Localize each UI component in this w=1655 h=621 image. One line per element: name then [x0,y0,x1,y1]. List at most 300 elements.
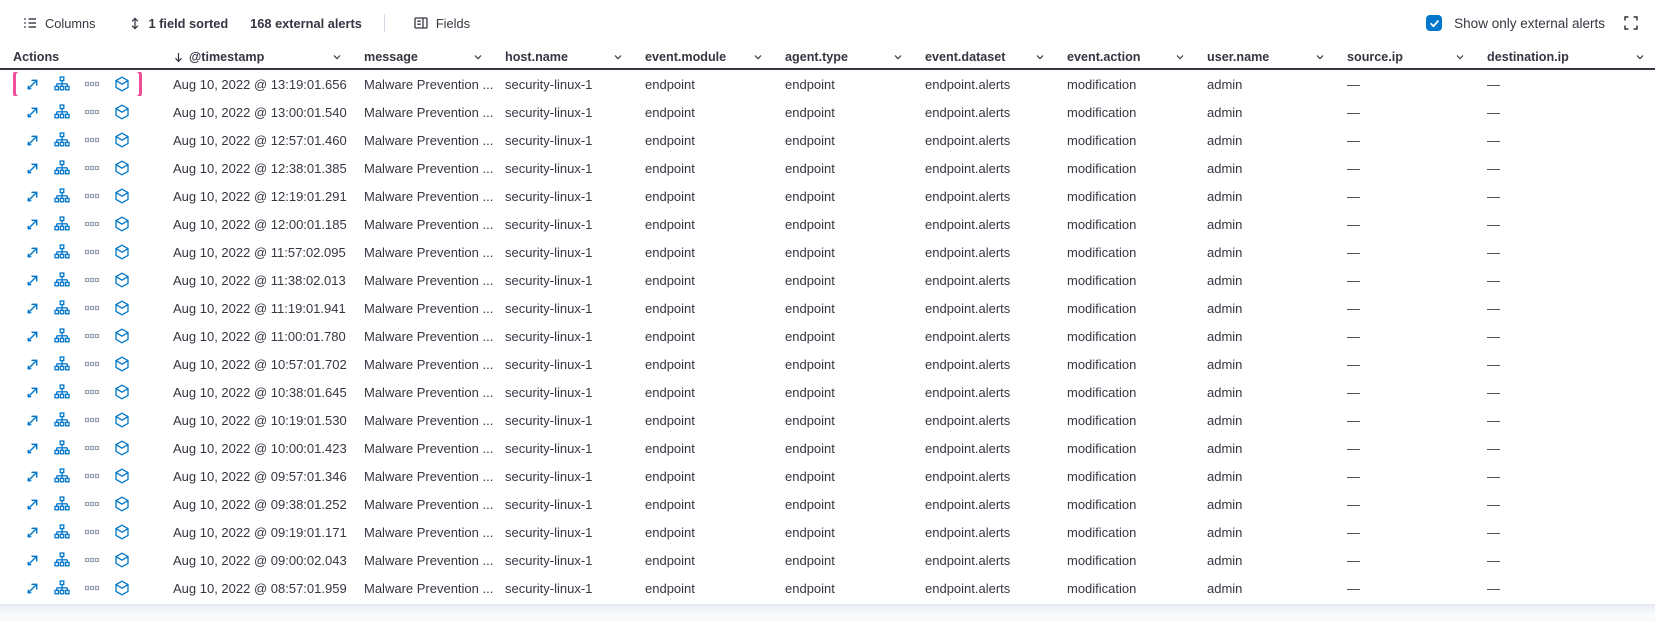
more-actions-icon[interactable] [84,132,100,148]
fields-browser-icon [413,15,429,31]
cell-source-ip: — [1347,580,1360,596]
toolbar-divider [384,14,385,32]
analyze-event-icon[interactable] [54,356,70,372]
cell-timestamp: Aug 10, 2022 @ 11:00:01.780 [173,328,346,344]
cell-user-name: admin [1207,272,1243,288]
more-actions-icon[interactable] [84,496,100,512]
cell-agent-type: endpoint [785,244,835,260]
cell-destination-ip: — [1487,552,1500,568]
cell-event-dataset: endpoint.alerts [925,384,1011,400]
cell-message: Malware Prevention ... [364,104,493,120]
cell-user-name: admin [1207,244,1243,260]
row-actions-cell [0,436,160,460]
endpoint-package-icon[interactable] [114,440,130,456]
cell-host-name: security-linux-1 [505,384,593,400]
analyze-event-icon[interactable] [54,552,70,568]
cell-event-action: modification [1067,216,1137,232]
cell-event-module: endpoint [645,300,695,316]
more-actions-icon[interactable] [84,328,100,344]
chevron-down-icon[interactable] [892,51,904,63]
expand-event-icon[interactable] [25,189,40,204]
row-actions-cell [0,492,160,516]
row-actions-cell [0,128,160,152]
more-actions-icon[interactable] [84,76,100,92]
columns-button[interactable] [16,11,102,35]
cell-source-ip: — [1347,496,1360,512]
cell-event-dataset: endpoint.alerts [925,468,1011,484]
cell-event-dataset: endpoint.alerts [925,440,1011,456]
chevron-down-icon[interactable] [1034,51,1046,63]
cell-destination-ip: — [1487,132,1500,148]
grid-body [0,70,1655,602]
row-action-icons [16,324,139,348]
more-actions-icon[interactable] [84,104,100,120]
analyze-event-icon[interactable] [54,412,70,428]
cell-message: Malware Prevention ... [364,440,493,456]
cell-host-name: security-linux-1 [505,468,593,484]
row-actions-cell [0,352,160,376]
cell-host-name: security-linux-1 [505,76,593,92]
toolbar-left-group [16,11,476,35]
endpoint-package-icon[interactable] [114,216,130,232]
endpoint-package-icon[interactable] [114,580,130,596]
cell-event-module: endpoint [645,440,695,456]
endpoint-package-icon[interactable] [114,244,130,260]
cell-message: Malware Prevention ... [364,356,493,372]
more-actions-icon[interactable] [84,524,100,540]
header-destination-ip-label: destination.ip [1487,50,1569,64]
cell-event-action: modification [1067,356,1137,372]
row-actions-cell [0,72,160,96]
cell-destination-ip: — [1487,244,1500,260]
sort-descending-icon [172,51,185,64]
cell-timestamp: Aug 10, 2022 @ 13:00:01.540 [173,104,347,120]
cell-agent-type: endpoint [785,328,835,344]
cell-source-ip: — [1347,328,1360,344]
row-actions-cell [0,520,160,544]
cell-user-name: admin [1207,496,1243,512]
chevron-down-icon[interactable] [752,51,764,63]
cell-event-module: endpoint [645,188,695,204]
header-event-dataset[interactable] [913,46,1055,68]
fullscreen-button[interactable] [1621,13,1641,33]
cell-event-dataset: endpoint.alerts [925,580,1011,596]
cell-message: Malware Prevention ... [364,216,493,232]
grid-header-row [0,46,1655,70]
endpoint-package-icon[interactable] [114,104,130,120]
cell-agent-type: endpoint [785,440,835,456]
row-action-icons [16,492,139,516]
cell-event-module: endpoint [645,552,695,568]
row-action-icons [16,576,139,600]
cell-timestamp: Aug 10, 2022 @ 10:38:01.645 [173,384,347,400]
cell-event-dataset: endpoint.alerts [925,524,1011,540]
more-actions-icon[interactable] [84,300,100,316]
cell-source-ip: — [1347,104,1360,120]
cell-destination-ip: — [1487,412,1500,428]
chevron-down-icon[interactable] [472,51,484,63]
analyze-event-icon[interactable] [54,468,70,484]
header-host-name[interactable] [493,46,633,68]
table-row [0,406,1655,434]
more-actions-icon[interactable] [84,552,100,568]
cell-timestamp: Aug 10, 2022 @ 10:57:01.702 [173,356,347,372]
expand-event-icon[interactable] [25,441,40,456]
table-row [0,546,1655,574]
cell-user-name: admin [1207,216,1243,232]
more-actions-icon[interactable] [84,384,100,400]
row-action-icons [16,548,139,572]
sort-fields-button[interactable] [122,12,235,35]
endpoint-package-icon[interactable] [114,384,130,400]
endpoint-package-icon[interactable] [114,468,130,484]
cell-event-action: modification [1067,384,1137,400]
expand-event-icon[interactable] [25,301,40,316]
expand-event-icon[interactable] [25,413,40,428]
header-source-ip[interactable] [1335,46,1475,68]
expand-event-icon[interactable] [25,217,40,232]
cell-user-name: admin [1207,160,1243,176]
cell-event-dataset: endpoint.alerts [925,244,1011,260]
cell-user-name: admin [1207,384,1243,400]
row-actions-cell [0,576,160,600]
cell-event-module: endpoint [645,468,695,484]
row-actions-cell [0,408,160,432]
endpoint-package-icon[interactable] [114,356,130,372]
expand-event-icon[interactable] [25,525,40,540]
cell-source-ip: — [1347,440,1360,456]
toolbar-right-group [1426,13,1641,33]
row-actions-cell [0,212,160,236]
cell-event-dataset: endpoint.alerts [925,412,1011,428]
cell-host-name: security-linux-1 [505,580,593,596]
cell-timestamp: Aug 10, 2022 @ 11:19:01.941 [173,300,346,316]
cell-event-dataset: endpoint.alerts [925,132,1011,148]
endpoint-package-icon[interactable] [114,160,130,176]
cell-timestamp: Aug 10, 2022 @ 11:57:02.095 [173,244,346,260]
cell-event-action: modification [1067,468,1137,484]
header-user-name[interactable] [1195,46,1335,68]
cell-source-ip: — [1347,272,1360,288]
table-row [0,266,1655,294]
cell-source-ip: — [1347,412,1360,428]
analyze-event-icon[interactable] [54,328,70,344]
endpoint-package-icon[interactable] [114,76,130,92]
cell-source-ip: — [1347,356,1360,372]
cell-destination-ip: — [1487,188,1500,204]
cell-event-dataset: endpoint.alerts [925,328,1011,344]
analyze-event-icon[interactable] [54,300,70,316]
cell-host-name: security-linux-1 [505,328,593,344]
table-row [0,322,1655,350]
expand-event-icon[interactable] [25,581,40,596]
row-actions-cell [0,296,160,320]
checkmark-icon [1429,18,1440,29]
chevron-down-icon[interactable] [1314,51,1326,63]
row-action-icons [16,212,139,236]
cell-event-dataset: endpoint.alerts [925,272,1011,288]
row-action-icons [16,268,139,292]
analyze-event-icon[interactable] [54,272,70,288]
cell-user-name: admin [1207,76,1243,92]
expand-event-icon[interactable] [25,497,40,512]
table-row [0,574,1655,602]
cell-event-module: endpoint [645,104,695,120]
expand-event-icon[interactable] [25,77,40,92]
cell-source-ip: — [1347,76,1360,92]
analyze-event-icon[interactable] [54,188,70,204]
cell-event-module: endpoint [645,496,695,512]
header-message[interactable] [352,46,493,68]
cell-timestamp: Aug 10, 2022 @ 09:00:02.043 [173,552,347,568]
cell-agent-type: endpoint [785,552,835,568]
cell-event-action: modification [1067,244,1137,260]
cell-host-name: security-linux-1 [505,524,593,540]
cell-event-dataset: endpoint.alerts [925,104,1011,120]
endpoint-package-icon[interactable] [114,328,130,344]
cell-message: Malware Prevention ... [364,244,493,260]
cell-source-ip: — [1347,244,1360,260]
show-only-external-alerts-checkbox[interactable] [1426,15,1442,31]
more-actions-icon[interactable] [84,272,100,288]
header-user-name-label: user.name [1207,50,1270,64]
expand-event-icon[interactable] [25,245,40,260]
cell-destination-ip: — [1487,216,1500,232]
cell-source-ip: — [1347,188,1360,204]
more-actions-icon[interactable] [84,188,100,204]
chevron-down-icon[interactable] [331,51,343,63]
fields-button-label: Fields [435,15,470,31]
header-timestamp-label: @timestamp [189,50,265,64]
header-agent-type[interactable] [773,46,913,68]
cell-agent-type: endpoint [785,356,835,372]
row-action-icons [16,520,139,544]
more-actions-icon[interactable] [84,468,100,484]
cell-destination-ip: — [1487,524,1500,540]
cell-host-name: security-linux-1 [505,104,593,120]
table-row [0,238,1655,266]
header-timestamp[interactable] [160,46,352,68]
cell-event-module: endpoint [645,216,695,232]
cell-message: Malware Prevention ... [364,580,493,596]
cell-host-name: security-linux-1 [505,412,593,428]
cell-destination-ip: — [1487,384,1500,400]
table-row [0,70,1655,98]
cell-event-module: endpoint [645,272,695,288]
cell-event-dataset: endpoint.alerts [925,216,1011,232]
endpoint-package-icon[interactable] [114,300,130,316]
cell-source-ip: — [1347,384,1360,400]
cell-destination-ip: — [1487,272,1500,288]
cell-destination-ip: — [1487,356,1500,372]
header-event-module-label: event.module [645,50,727,64]
cell-event-dataset: endpoint.alerts [925,160,1011,176]
header-actions-label: Actions [13,50,60,64]
table-row [0,518,1655,546]
analyze-event-icon[interactable] [54,440,70,456]
expand-event-icon[interactable] [25,385,40,400]
cell-event-module: endpoint [645,384,695,400]
cell-timestamp: Aug 10, 2022 @ 10:00:01.423 [173,440,347,456]
more-actions-icon[interactable] [84,412,100,428]
analyze-event-icon[interactable] [54,76,70,92]
row-action-icons [16,100,139,124]
table-row [0,490,1655,518]
expand-event-icon[interactable] [25,273,40,288]
header-source-ip-label: source.ip [1347,50,1403,64]
sortable-icon [128,16,142,31]
cell-agent-type: endpoint [785,496,835,512]
header-event-action[interactable] [1055,46,1195,68]
cell-agent-type: endpoint [785,160,835,176]
cell-message: Malware Prevention ... [364,412,493,428]
cell-timestamp: Aug 10, 2022 @ 08:57:01.959 [173,580,347,596]
cell-message: Malware Prevention ... [364,468,493,484]
endpoint-package-icon[interactable] [114,496,130,512]
analyze-event-icon[interactable] [54,104,70,120]
row-action-icons [16,352,139,376]
cell-user-name: admin [1207,328,1243,344]
cell-event-module: endpoint [645,328,695,344]
cell-host-name: security-linux-1 [505,160,593,176]
row-action-icons [16,436,139,460]
cell-timestamp: Aug 10, 2022 @ 10:19:01.530 [173,412,347,428]
cell-event-action: modification [1067,76,1137,92]
expand-event-icon[interactable] [25,105,40,120]
chevron-down-icon[interactable] [1454,51,1466,63]
fullscreen-icon [1623,15,1639,31]
cell-host-name: security-linux-1 [505,356,593,372]
row-action-icons [16,184,139,208]
analyze-event-icon[interactable] [54,132,70,148]
cell-agent-type: endpoint [785,384,835,400]
endpoint-package-icon[interactable] [114,412,130,428]
expand-event-icon[interactable] [25,553,40,568]
cell-source-ip: — [1347,216,1360,232]
cell-message: Malware Prevention ... [364,132,493,148]
analyze-event-icon[interactable] [54,244,70,260]
cell-source-ip: — [1347,132,1360,148]
cell-event-action: modification [1067,104,1137,120]
endpoint-package-icon[interactable] [114,524,130,540]
table-row [0,210,1655,238]
cell-user-name: admin [1207,552,1243,568]
expand-event-icon[interactable] [25,133,40,148]
cell-host-name: security-linux-1 [505,132,593,148]
header-event-module[interactable] [633,46,773,68]
analyze-event-icon[interactable] [54,160,70,176]
cell-timestamp: Aug 10, 2022 @ 12:57:01.460 [173,132,347,148]
cell-timestamp: Aug 10, 2022 @ 09:38:01.252 [173,496,347,512]
cell-message: Malware Prevention ... [364,300,493,316]
cell-timestamp: Aug 10, 2022 @ 12:19:01.291 [173,188,347,204]
expand-event-icon[interactable] [25,469,40,484]
chevron-down-icon[interactable] [1174,51,1186,63]
cell-agent-type: endpoint [785,300,835,316]
chevron-down-icon[interactable] [612,51,624,63]
cell-user-name: admin [1207,412,1243,428]
cell-message: Malware Prevention ... [364,552,493,568]
expand-event-icon[interactable] [25,357,40,372]
cell-event-action: modification [1067,412,1137,428]
row-action-icons [16,156,139,180]
cell-event-action: modification [1067,440,1137,456]
more-actions-icon[interactable] [84,580,100,596]
chevron-down-icon[interactable] [1634,51,1646,63]
analyze-event-icon[interactable] [54,496,70,512]
cell-source-ip: — [1347,300,1360,316]
cell-timestamp: Aug 10, 2022 @ 12:38:01.385 [173,160,347,176]
cell-event-action: modification [1067,552,1137,568]
cell-event-module: endpoint [645,76,695,92]
cell-event-action: modification [1067,524,1137,540]
row-actions-cell [0,100,160,124]
cell-user-name: admin [1207,468,1243,484]
row-action-icons [16,296,139,320]
analyze-event-icon[interactable] [54,216,70,232]
header-actions [0,46,160,68]
cell-host-name: security-linux-1 [505,300,593,316]
analyze-event-icon[interactable] [54,580,70,596]
cell-agent-type: endpoint [785,412,835,428]
endpoint-package-icon[interactable] [114,272,130,288]
expand-event-icon[interactable] [25,329,40,344]
cell-host-name: security-linux-1 [505,496,593,512]
header-message-label: message [364,50,418,64]
cell-user-name: admin [1207,440,1243,456]
more-actions-icon[interactable] [84,216,100,232]
cell-event-action: modification [1067,328,1137,344]
row-action-icons [16,408,139,432]
more-actions-icon[interactable] [84,356,100,372]
grid-toolbar [0,0,1655,46]
cell-event-module: endpoint [645,132,695,148]
row-actions-cell [0,184,160,208]
cell-event-action: modification [1067,496,1137,512]
cell-event-module: endpoint [645,356,695,372]
endpoint-package-icon[interactable] [114,132,130,148]
cell-event-dataset: endpoint.alerts [925,356,1011,372]
cell-host-name: security-linux-1 [505,244,593,260]
cell-event-action: modification [1067,132,1137,148]
alerts-count-label: 168 external alerts [250,15,362,31]
horizontal-scrollbar-track[interactable] [0,604,1655,621]
cell-event-action: modification [1067,300,1137,316]
cell-timestamp: Aug 10, 2022 @ 09:19:01.171 [173,524,347,540]
header-host-name-label: host.name [505,50,568,64]
cell-host-name: security-linux-1 [505,216,593,232]
cell-agent-type: endpoint [785,272,835,288]
cell-destination-ip: — [1487,440,1500,456]
more-actions-icon[interactable] [84,440,100,456]
analyze-event-icon[interactable] [54,384,70,400]
expand-event-icon[interactable] [25,161,40,176]
cell-destination-ip: — [1487,104,1500,120]
fields-button[interactable] [407,11,476,35]
header-destination-ip[interactable] [1475,46,1655,68]
cell-user-name: admin [1207,524,1243,540]
table-row [0,350,1655,378]
more-actions-icon[interactable] [84,244,100,260]
cell-event-module: endpoint [645,412,695,428]
endpoint-package-icon[interactable] [114,188,130,204]
endpoint-package-icon[interactable] [114,552,130,568]
cell-destination-ip: — [1487,496,1500,512]
more-actions-icon[interactable] [84,160,100,176]
analyze-event-icon[interactable] [54,524,70,540]
cell-event-dataset: endpoint.alerts [925,300,1011,316]
cell-message: Malware Prevention ... [364,384,493,400]
